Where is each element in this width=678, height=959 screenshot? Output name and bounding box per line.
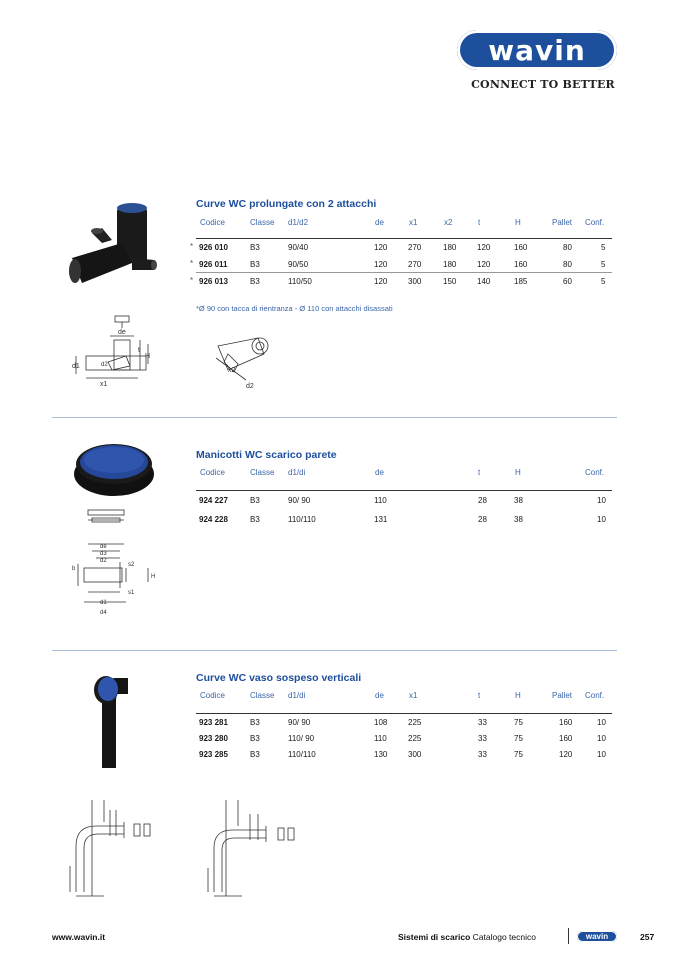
cell-x1: 270 [408,260,422,269]
dim-label: d3 [100,551,107,557]
cell-t: 28 [478,496,487,505]
col-header: t [478,691,481,700]
cell-d1di: 90/ 90 [288,496,311,505]
cell-h: 75 [514,734,523,743]
dim-label: s1 [128,590,135,596]
cell-codice: 924 227 [199,496,228,505]
cell-h: 160 [514,243,528,252]
cell-d1di: 90/ 90 [288,718,311,727]
cell-classe: B3 [250,496,260,505]
technical-drawing-3a [62,796,158,900]
cell-t: 33 [478,750,487,759]
dim-label: d4 [100,610,107,616]
footer-website[interactable]: www.wavin.it [52,932,106,942]
dim-label: x1 [100,381,108,388]
cell-pallet: 80 [563,243,572,252]
cell-conf: 10 [597,515,606,524]
col-header: Classe [250,468,275,477]
star-marker: * [190,242,194,251]
cell-codice: 926 010 [199,243,228,252]
section-divider [52,650,617,651]
cell-x2: 180 [443,243,457,252]
cell-d1d2: 90/40 [288,243,309,252]
col-header: H [515,468,521,477]
table-rule [196,490,612,491]
dim-label: d2 [101,362,108,368]
cell-t: 33 [478,734,487,743]
col-header: d1/di [288,691,306,700]
col-header: Codice [200,468,225,477]
cell-codice: 926 011 [199,260,228,269]
footer-title-bold: Sistemi di scarico [398,932,471,942]
cell-de: 110 [374,734,387,743]
page-number: 257 [640,932,655,942]
cell-classe: B3 [250,750,260,759]
col-header: d1/d2 [288,218,309,227]
col-header: Codice [200,218,225,227]
cell-x2: 180 [443,260,457,269]
col-header: x1 [409,691,418,700]
cell-codice: 923 281 [199,718,228,727]
cell-de: 110 [374,496,387,505]
cell-d1d2: 110/50 [288,277,312,286]
dim-label: H [151,574,156,580]
col-header: x1 [409,218,418,227]
cell-d1di: 110/110 [288,515,316,524]
cell-de: 120 [374,277,388,286]
cell-d1di: 110/ 90 [288,734,315,743]
dim-label: de [118,329,126,336]
star-marker: * [190,259,194,268]
cell-classe: B3 [250,718,260,727]
technical-drawing-1 [68,314,288,396]
cell-conf: 10 [597,718,606,727]
col-header: Pallet [552,218,573,227]
cell-x1: 300 [408,750,422,759]
footer-title-light: Catalogo tecnico [472,932,536,942]
cell-x1: 300 [408,277,422,286]
footer-wavin-logo [577,931,617,942]
cell-classe: B3 [250,243,260,252]
dim-label: t [138,347,140,354]
col-header: Codice [200,691,225,700]
dim-label: H [145,353,151,360]
cell-de: 120 [374,243,388,252]
technical-drawing-3b [200,796,304,900]
cell-de: 120 [374,260,388,269]
table-rule [196,713,612,714]
section-title: Curve WC vaso sospeso verticali [196,672,362,684]
col-header: de [375,468,384,477]
cell-pallet: 160 [559,718,573,727]
technical-drawing-2 [66,506,166,618]
table-rule [196,272,612,273]
wavin-logo [457,30,617,70]
col-header: de [375,218,384,227]
cell-de: 130 [374,750,388,759]
cell-d1d2: 90/50 [288,260,309,269]
table-rule [196,238,612,239]
cell-t: 28 [478,515,487,524]
col-header: x2 [444,218,453,227]
col-header: Pallet [552,691,573,700]
cell-x1: 225 [408,734,422,743]
cell-t: 120 [477,260,491,269]
cell-x1: 225 [408,718,422,727]
cell-codice: 923 285 [199,750,228,759]
cell-t: 33 [478,718,487,727]
dim-label: b [72,566,76,572]
dim-label: d1 [72,363,80,370]
cell-pallet: 80 [563,260,572,269]
cell-codice: 924 228 [199,515,228,524]
col-header: de [375,691,384,700]
col-header: H [515,218,521,227]
star-marker: * [190,276,194,285]
product-image-manicotto [72,440,156,500]
col-header: Conf. [585,691,605,700]
cell-conf: 10 [597,734,606,743]
cell-h: 75 [514,718,523,727]
footer-separator [568,928,569,944]
cell-h: 38 [514,515,523,524]
cell-de: 131 [374,515,388,524]
cell-classe: B3 [250,260,260,269]
dim-label: d1 [100,600,107,606]
cell-x1: 270 [408,243,422,252]
cell-t: 120 [477,243,491,252]
cell-conf: 5 [601,243,606,252]
product-image-curve-prolungata [62,198,162,298]
dim-label: x2 [228,367,236,374]
tagline: CONNECT TO BETTER [471,78,615,91]
col-header: d1/di [288,468,306,477]
logo-text: wavin [488,34,586,67]
cell-conf: 5 [601,260,606,269]
cell-x2: 150 [443,277,457,286]
section-divider [52,417,617,418]
dim-label: s2 [128,562,135,568]
cell-conf: 10 [597,496,606,505]
col-header: Conf. [585,218,605,227]
footer-logo-text: wavin [585,932,609,941]
cell-classe: B3 [250,277,260,286]
col-header: t [478,218,481,227]
cell-h: 160 [514,260,528,269]
cell-pallet: 160 [559,734,573,743]
product-image-curve-vaso-sospeso [88,672,140,772]
cell-h: 185 [514,277,528,286]
col-header: H [515,691,521,700]
dim-label: de [100,544,107,550]
cell-t: 140 [477,277,491,286]
col-header: Conf. [585,468,605,477]
col-header: t [478,468,481,477]
cell-d1di: 110/110 [288,750,316,759]
col-header: Classe [250,218,275,227]
col-header: Classe [250,691,275,700]
cell-codice: 923 280 [199,734,228,743]
cell-pallet: 60 [563,277,572,286]
cell-classe: B3 [250,734,260,743]
dim-label: d2 [100,558,107,564]
cell-pallet: 120 [559,750,573,759]
cell-de: 108 [374,718,388,727]
cell-conf: 5 [601,277,606,286]
cell-classe: B3 [250,515,260,524]
cell-codice: 926 013 [199,277,228,286]
footnote: *Ø 90 con tacca di rientranza - Ø 110 con attacchi disassati [196,304,393,313]
cell-h: 75 [514,750,523,759]
section-title: Manicotti WC scarico parete [196,449,337,461]
cell-conf: 10 [597,750,606,759]
section-title: Curve WC prolungate con 2 attacchi [196,198,377,210]
cell-h: 38 [514,496,523,505]
dim-label: d2 [246,383,254,390]
